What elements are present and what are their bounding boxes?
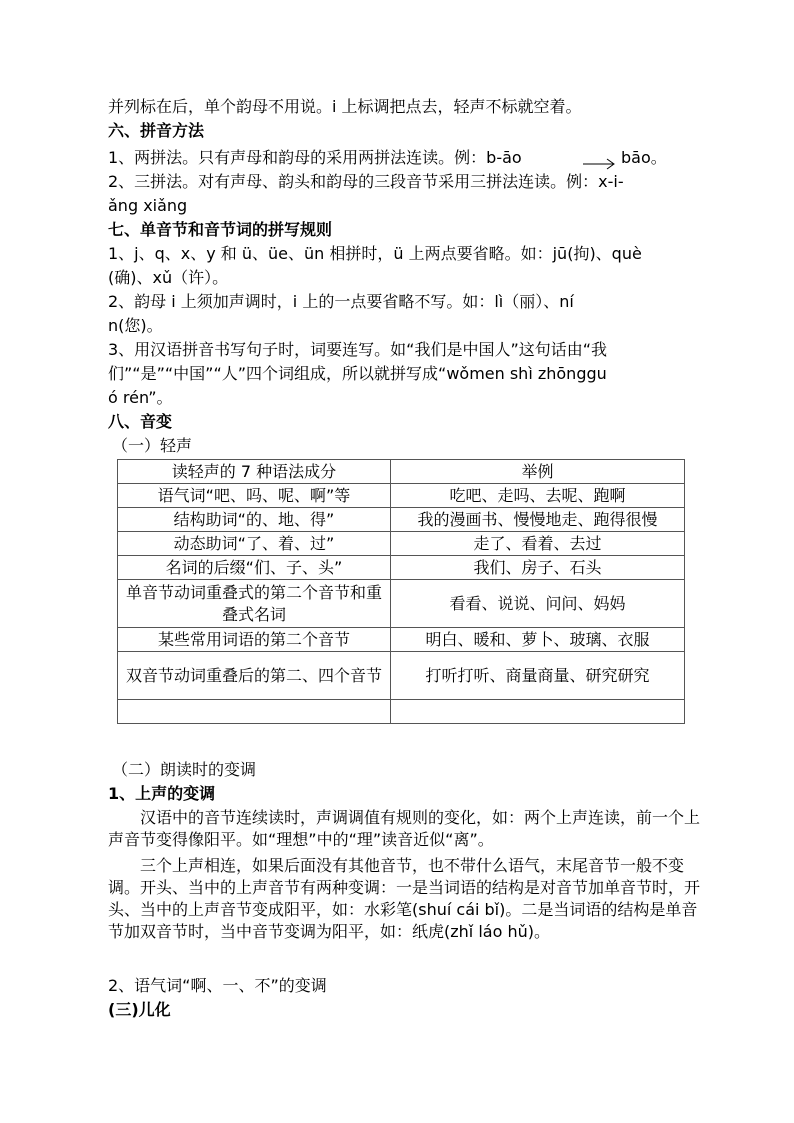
table-row	[118, 556, 685, 580]
table-row	[118, 628, 685, 652]
text-line: (确)、xǔ（许）。	[108, 268, 229, 287]
table-row	[118, 508, 685, 532]
neutral-tone-table	[117, 459, 685, 724]
text-line: 1、j、q、x、y 和 ü、üe、ün 相拼时，ü 上两点要省略。如：jū(拘)、què	[108, 244, 642, 263]
table-cell: 我的漫画书、慢慢地走、跑得很慢	[390, 508, 684, 532]
text-line: 并列标在后，单个韵母不用说。i 上标调把点去，轻声不标就空着。	[108, 97, 582, 116]
text-line: n(您)。	[108, 316, 163, 335]
table-cell: 语气词“吧、吗、呢、啊”等	[118, 484, 391, 508]
table-row	[118, 484, 685, 508]
two-spell-result: bāo。	[621, 148, 667, 167]
subsection-title-particle-tone: 2、语气词“啊、一、不”的变调	[108, 976, 327, 995]
table-header-cell: 举例	[390, 460, 684, 484]
table-row	[118, 580, 685, 628]
two-spell-text: 1、两拼法。只有声母和韵母的采用两拼法连读。例：b-āo	[108, 148, 522, 167]
table-cell	[390, 700, 684, 724]
table-row	[118, 652, 685, 700]
section-title-6: 六、拼音方法	[108, 121, 205, 140]
table-cell	[118, 700, 391, 724]
table-cell: 名词的后缀“们、子、头”	[118, 556, 391, 580]
text-line	[108, 147, 522, 169]
table-cell: 明白、暖和、萝卜、玻璃、衣服	[390, 628, 684, 652]
table-cell: 打听打听、商量商量、研究研究	[390, 652, 684, 700]
table-cell: 单音节动词重叠式的第二个音节和重叠式名词	[118, 580, 391, 628]
subsection-title-third-tone: 1、上声的变调	[108, 784, 216, 803]
subsection-title-neutral-tone: （一）轻声	[112, 436, 193, 455]
table-header-row	[118, 460, 685, 484]
table-cell: 双音节动词重叠后的第二、四个音节	[118, 652, 391, 700]
section-title-8: 八、音变	[108, 412, 173, 431]
table-header-cell: 读轻声的 7 种语法成分	[118, 460, 391, 484]
text-line: 2、韵母 i 上须加声调时，i 上的一点要省略不写。如：lì（丽）、ní	[108, 292, 574, 311]
text-line: ǎng xiǎng	[108, 196, 188, 215]
subsection-title-erhua: (三)儿化	[108, 1000, 171, 1019]
paragraph-text: 汉语中的音节连续读时，声调调值有规则的变化，如：两个上声连读，前一个上声音节变得像阳平。如“理想”中的“理”读音近似“离”。	[108, 808, 701, 849]
subsection-title-tone-change: （二）朗读时的变调	[112, 760, 257, 779]
table-cell: 结构助词“的、地、得”	[118, 508, 391, 532]
table-cell: 某些常用词语的第二个音节	[118, 628, 391, 652]
table-row	[118, 532, 685, 556]
paragraph	[108, 855, 702, 943]
text-line: 3、用汉语拼音书写句子时，词要连写。如“我们是中国人”这句话由“我	[108, 340, 608, 359]
text-line: ó rén”。	[108, 388, 173, 407]
table-cell: 我们、房子、石头	[390, 556, 684, 580]
text-line: 2、三拼法。对有声母、韵头和韵母的三段音节采用三拼法连读。例：x-i-	[108, 172, 624, 191]
paragraph-text: 三个上声相连，如果后面没有其他音节，也不带什么语气，末尾音节一般不变调。开头、当中的上声音节有两种变调：一是当词语的结构是对音节加单音节时，开头、当中的上声音节变成阳平，如：水彩笔(shuí cái bǐ)。二是当词语的结构是单音节加双音节时，当中音节变调为阳平，如：纸虎(zhǐ láo hǔ)。	[108, 856, 701, 941]
arrow-icon	[583, 156, 617, 170]
table-cell: 动态助词“了、着、过”	[118, 532, 391, 556]
table-row	[118, 700, 685, 724]
table-cell: 看看、说说、问问、妈妈	[390, 580, 684, 628]
section-title-7: 七、单音节和音节词的拼写规则	[108, 220, 333, 239]
table-cell: 吃吧、走吗、去呢、跑啊	[390, 484, 684, 508]
table-cell: 走了、看着、去过	[390, 532, 684, 556]
paragraph	[108, 807, 702, 851]
text-line: 们”“是”“中国”“人”四个词组成，所以就拼写成“wǒmen shì zhōnggu	[108, 364, 607, 383]
